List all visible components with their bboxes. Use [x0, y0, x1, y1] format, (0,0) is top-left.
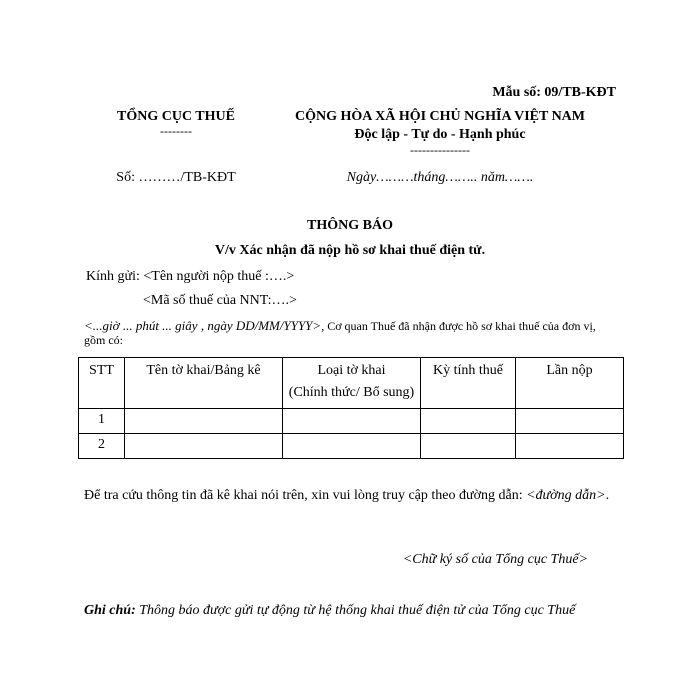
note-label: Ghi chú:	[84, 603, 136, 618]
date-line: Ngày………tháng…….. năm…….	[346, 170, 534, 185]
cell-stt: 1	[79, 409, 125, 434]
document-number: Số: ………/TB-KĐT	[116, 170, 236, 185]
intro-paragraph	[84, 319, 619, 347]
digital-signature-placeholder: <Chữ ký số của Tổng cục Thuế>	[402, 552, 588, 567]
notice-title: THÔNG BÁO	[307, 218, 393, 233]
cell-stt: 2	[79, 434, 125, 459]
motto-rule: ---------------	[410, 143, 470, 157]
note-text: Thông báo được gửi tự động từ hệ thống khai thuế điện tử của Tổng cục Thuế	[135, 603, 576, 618]
cell-form-name	[125, 409, 283, 434]
notice-subject: V/v Xác nhận đã nộp hồ sơ khai thuế điện tử.	[214, 243, 486, 258]
lookup-text: Để tra cứu thông tin đã kê khai nói trên, xin vui lòng truy cập theo đường dẫn:	[84, 488, 523, 503]
table-row	[79, 409, 624, 434]
cell-form-name	[125, 434, 283, 459]
recipient-line: Kính gửi: <Tên người nộp thuế :….>	[86, 269, 295, 284]
header-submission: Lần nộp	[516, 358, 624, 409]
note-paragraph	[84, 602, 619, 619]
receipt-time-placeholder: <...giờ ... phút ... giây , ngày DD/MM/YYYY>	[84, 318, 322, 333]
table-row	[79, 434, 624, 459]
motto: Độc lập - Tự do - Hạnh phúc	[354, 127, 526, 142]
header-form-name: Tên tờ khai/Bảng kê	[125, 358, 283, 409]
cell-form-type	[283, 409, 421, 434]
tax-code-line: <Mã số thuế của NNT:….>	[143, 293, 297, 308]
lookup-paragraph	[84, 486, 619, 506]
country-name: CỘNG HÒA XÃ HỘI CHỦ NGHĨA VIỆT NAM	[294, 109, 585, 124]
header-stt: STT	[79, 358, 125, 409]
filing-table	[78, 357, 624, 459]
intro-text: , Cơ quan Thuế đã nhận được hồ sơ khai thuế của đơn vị, gồm có:	[84, 319, 596, 347]
form-code: Mẫu số: 09/TB-KĐT	[492, 85, 616, 100]
cell-submission	[516, 434, 624, 459]
agency-name: TỔNG CỤC THUẾ	[117, 109, 235, 124]
table-header-row	[79, 358, 624, 409]
header-tax-period: Kỳ tính thuế	[421, 358, 516, 409]
cell-submission	[516, 409, 624, 434]
cell-tax-period	[421, 409, 516, 434]
lookup-suffix: .	[605, 488, 610, 503]
cell-tax-period	[421, 434, 516, 459]
cell-form-type	[283, 434, 421, 459]
agency-rule: --------	[160, 124, 192, 138]
lookup-link-placeholder: <đường dẫn>	[526, 488, 606, 503]
header-form-type: Loại tờ khai (Chính thức/ Bổ sung)	[283, 358, 421, 409]
